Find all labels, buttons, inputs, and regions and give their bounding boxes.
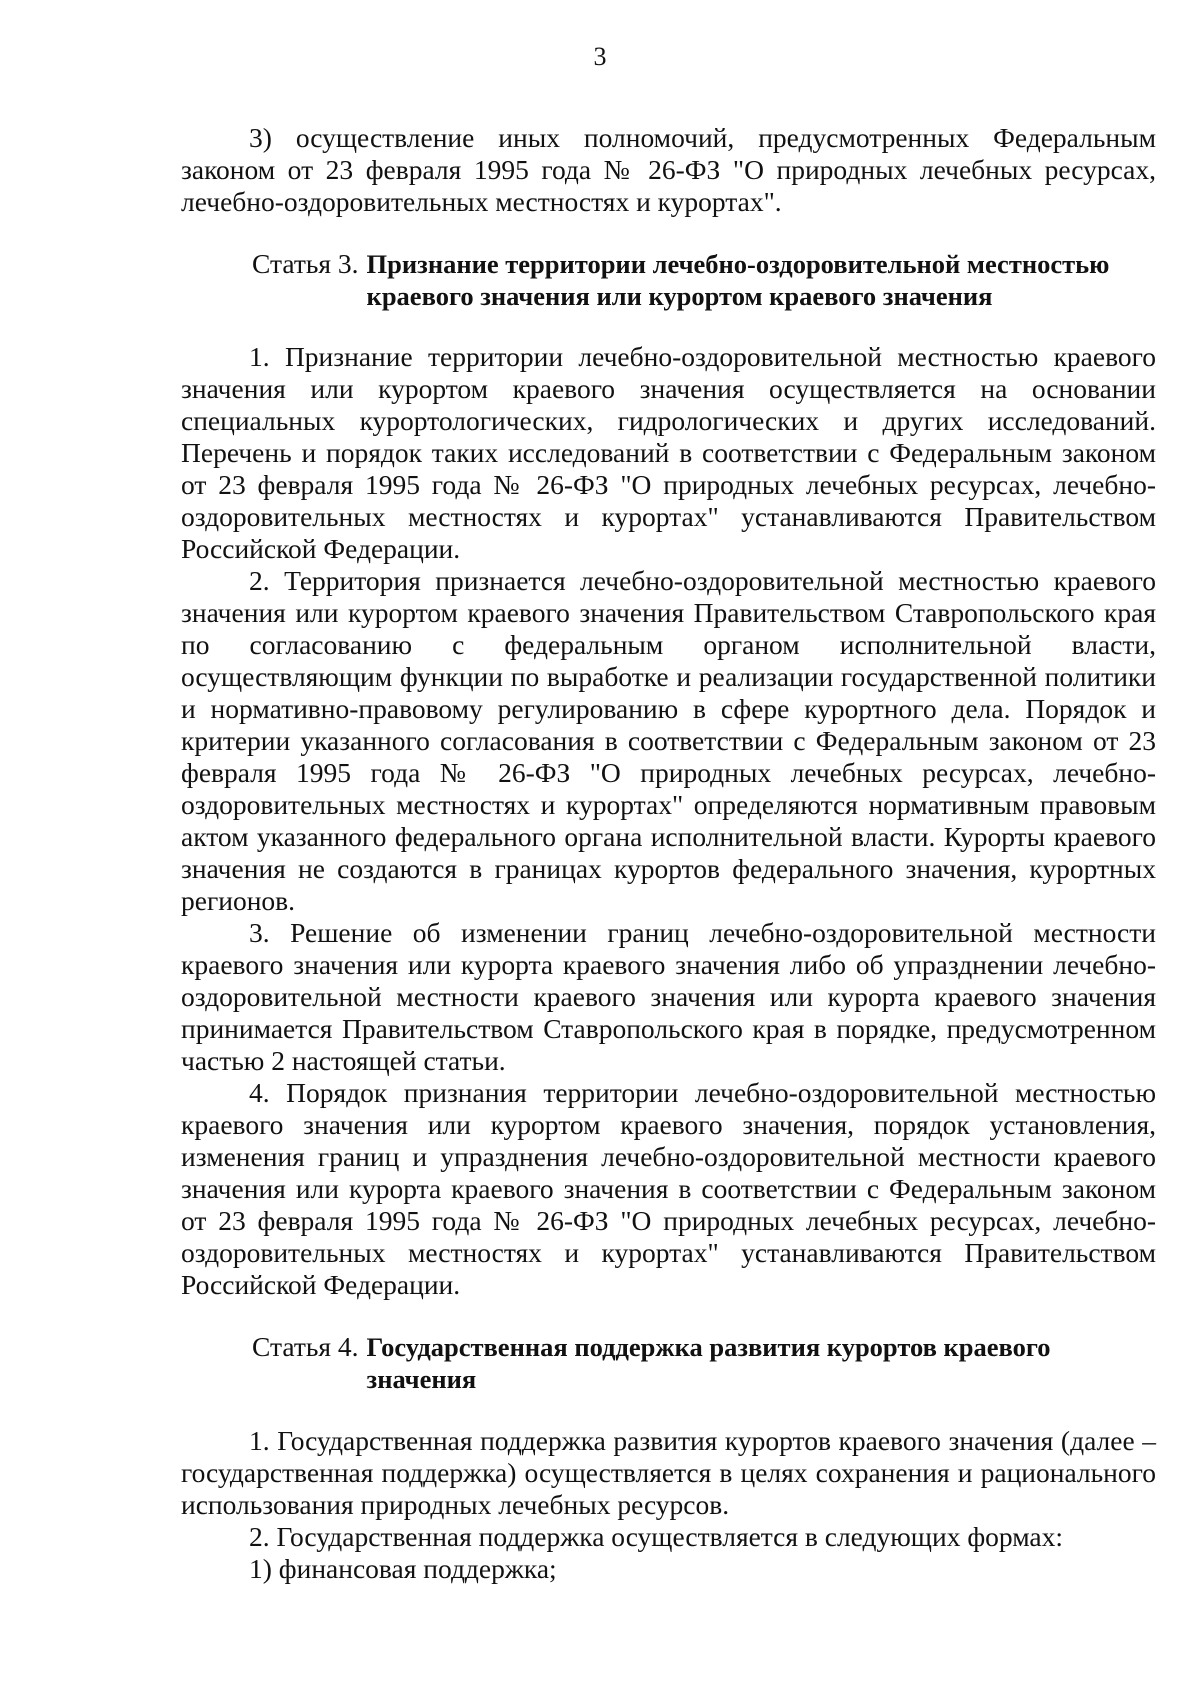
article-3-paragraph-2: 2. Территория признается лечебно-оздоровительной местностью краевого значения или курортом краевого значения Правительством Ставропольского края по согласованию с федеральным органом исполнительной власти, осуществляющим функции по выработке и реализации государственной политики и нормативно-правовому регулированию в сфере курортного дела. Порядок и критерии указанного согласования в соответствии с Федеральным законом от 23 февраля 1995 года № 26-ФЗ "О природных лечебных ресурсах, лечебно-оздоровительных местностях и курортах" определяются нормативным правовым актом указанного федерального органа исполнительной власти. Курорты краевого значения не создаются в границах курортов федерального значения, курортных регионов.	[181, 565, 1156, 916]
article-4-paragraph-2: 2. Государственная поддержка осуществляется в следующих формах:	[249, 1521, 1064, 1552]
article-4-title: Государственная поддержка развития курортов краевого значения	[366, 1332, 1051, 1394]
article-4-label: Статья 4.	[252, 1331, 359, 1362]
article-4-paragraph-1: 1. Государственная поддержка развития курортов краевого значения (далее – государственная поддержка) осуществляется в целях сохранения и рационального использования природных лечебных ресурсов.	[181, 1425, 1156, 1520]
paragraph-item-3: 3) осуществление иных полномочий, предусмотренных Федеральным законом от 23 февраля 1995 года № 26-ФЗ "О природных лечебных ресурсах, лечебно-оздоровительных местностях и курортах".	[181, 122, 1156, 217]
document-body	[181, 122, 1156, 1585]
article-3-paragraph-1: 1. Признание территории лечебно-оздоровительной местностью краевого значения или курортом краевого значения осуществляется на основании специальных курортологических, гидрологических и других исследований. Перечень и порядок таких исследований в соответствии с Федеральным законом от 23 февраля 1995 года № 26-ФЗ "О природных лечебных ресурсах, лечебно-оздоровительных местностях и курортах" устанавливаются Правительством Российской Федерации.	[181, 341, 1156, 564]
page-number: 3	[593, 42, 607, 71]
article-4-heading	[252, 1331, 1152, 1395]
article-3-heading	[252, 248, 1152, 312]
article-3-paragraph-4: 4. Порядок признания территории лечебно-оздоровительной местностью краевого значения или курортом краевого значения, порядок установления, изменения границ и упразднения лечебно-оздоровительной местности краевого значения или курорта краевого значения в соответствии с Федеральным законом от 23 февраля 1995 года № 26-ФЗ "О природных лечебных ресурсах, лечебно-оздоровительных местностях и курортах" устанавливаются Правительством Российской Федерации.	[181, 1077, 1156, 1300]
article-4-list-item-1: 1) финансовая поддержка;	[249, 1553, 557, 1584]
article-3-label: Статья 3.	[252, 248, 359, 279]
article-3-title: Признание территории лечебно-оздоровительной местностью краевого значения или курортом краевого значения	[366, 249, 1110, 311]
article-3-paragraph-3: 3. Решение об изменении границ лечебно-оздоровительной местности краевого значения или курорта краевого значения либо об упразднении лечебно-оздоровительной местности краевого значения или курорта краевого значения принимается Правительством Ставропольского края в порядке, предусмотренном частью 2 настоящей статьи.	[181, 917, 1156, 1076]
